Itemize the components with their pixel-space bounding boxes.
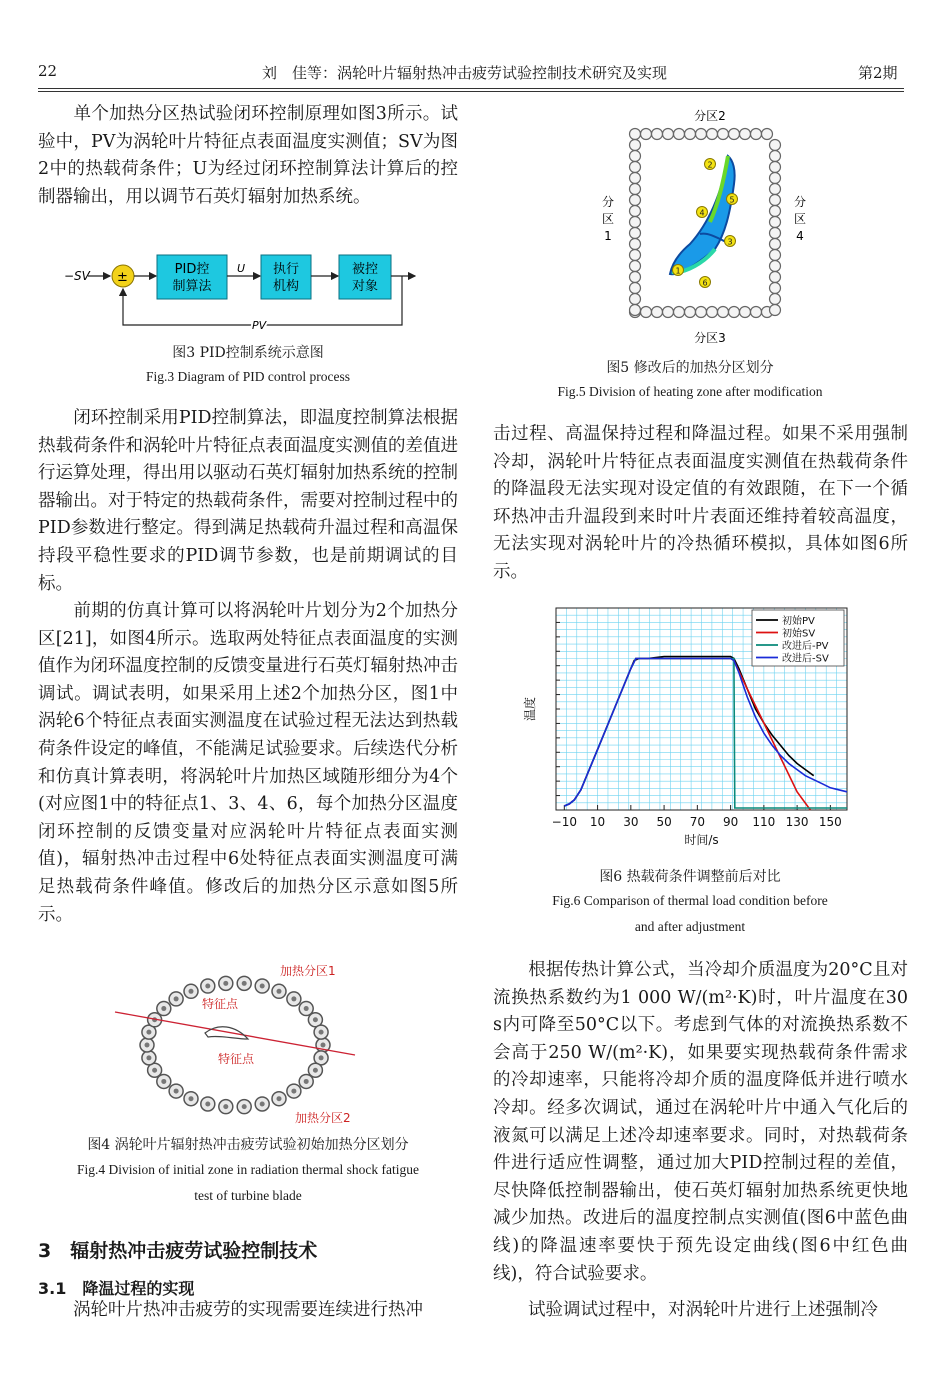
lamp-icon (685, 129, 696, 140)
x-tick-label: 130 (785, 815, 809, 829)
x-tick-label: 70 (689, 815, 705, 829)
zone1-label-3: 1 (604, 229, 612, 243)
paragraph: 涡轮叶片热冲击疲劳的实现需要连续进行热冲 (38, 1300, 423, 1320)
lamp-icon (718, 307, 729, 318)
lamp-icon (630, 217, 641, 228)
lamp-icon (630, 261, 641, 272)
lamp-icon (770, 294, 781, 305)
paragraph: 闭环控制采用PID控制算法，即温度控制算法根据热载荷条件和涡轮叶片特征点表面温度实测值的差值进行运算处理，得出用以驱动石英灯辐射加热系统的控制器输出。对于特定的热载荷条件，需要对控制过程中的PID参数进行整定。得到满足热载荷升温过程和高温保持段平稳性要求的PID调节参数，也是前期调试的目标。 (38, 408, 458, 594)
lamp-icon (740, 307, 751, 318)
issue-number: 第2期 (858, 64, 898, 82)
sv-label: −SV (64, 269, 90, 283)
fig6-caption-en: Fig.6 Comparison of thermal load condition before (552, 893, 828, 908)
paragraph: 试验调试过程中，对涡轮叶片进行上述强制冷 (493, 1300, 878, 1320)
lamp-icon (770, 206, 781, 217)
zone4-label-2: 区 (793, 212, 807, 226)
feature-point-number: 4 (699, 208, 705, 218)
lamp-icon (770, 140, 781, 151)
fig6-caption-en-2: and after adjustment (634, 919, 746, 934)
y-axis-label: 温度 (523, 696, 537, 722)
lamp-icon (770, 261, 781, 272)
lamp-icon (674, 307, 685, 318)
feature-point-label-2: 特征点 (218, 1052, 255, 1066)
lamp-icon (652, 129, 663, 140)
lamp-icon (674, 129, 685, 140)
lamp-icon (770, 162, 781, 173)
x-tick-label: 90 (722, 815, 739, 829)
zone1-label: 加热分区1 (280, 964, 336, 978)
plant-label-2: 对象 (351, 279, 379, 294)
header-rule-2 (38, 91, 904, 92)
lamp-icon (770, 239, 781, 250)
initial-zone-figure (110, 955, 400, 1130)
lamp-icon (630, 173, 641, 184)
lamp-icon (729, 307, 740, 318)
pid-block-label-2: 制算法 (172, 279, 212, 294)
lamp-icon (740, 129, 751, 140)
legend-label: 改进后-PV (782, 641, 829, 652)
subsection-heading: 3.1 降温过程的实现 (38, 1279, 195, 1298)
actuator-label-2: 机构 (272, 279, 300, 294)
zone4-label-3: 4 (796, 229, 804, 243)
lamp-icon (630, 250, 641, 261)
lamp-icon (630, 228, 641, 239)
lamp-icon (652, 307, 663, 318)
pv-label: PV (252, 319, 267, 332)
lamp-icon (630, 239, 641, 250)
zone1-label: 分 (601, 195, 615, 209)
actuator-label: 执行 (272, 262, 300, 277)
lamp-icon (770, 173, 781, 184)
x-tick-label: 10 (589, 815, 606, 829)
lamp-icon (751, 129, 762, 140)
lamp-icon (762, 129, 773, 140)
fig5-caption-cn: 图5 修改后的加热分区划分 (606, 360, 774, 376)
lamp-icon (630, 129, 641, 140)
lamp-icon (630, 184, 641, 195)
zone3-label: 分区3 (694, 331, 726, 345)
pid-diagram (60, 245, 420, 340)
zone1-label-2: 区 (601, 212, 615, 226)
x-axis-label: 时间/s (684, 833, 719, 847)
lamp-icon (770, 217, 781, 228)
x-tick-label: 30 (623, 815, 639, 829)
lamp-icon (707, 307, 718, 318)
lamp-icon (663, 307, 674, 318)
header-rule (38, 88, 904, 89)
lamp-icon (630, 272, 641, 283)
lamp-icon (630, 283, 641, 294)
feature-point-number: 3 (727, 237, 733, 247)
lamp-icon (696, 129, 707, 140)
running-title: 刘 佳等：涡轮叶片辐射热冲击疲劳试验控制技术研究及实现 (262, 64, 668, 82)
feature-point-number: 5 (729, 195, 735, 205)
lamp-icon (630, 195, 641, 206)
feature-point-number: 1 (675, 266, 681, 276)
lamp-icon (696, 307, 707, 318)
lamp-icon (770, 250, 781, 261)
lamp-icon (685, 307, 696, 318)
lamp-icon (770, 228, 781, 239)
legend-label: 初始PV (782, 616, 815, 627)
zone4-label: 分 (793, 195, 807, 209)
x-tick-label: 150 (818, 815, 842, 829)
x-tick-label: 50 (656, 815, 672, 829)
lamp-icon (770, 151, 781, 162)
plant-label: 被控 (351, 262, 379, 277)
lamp-icon (770, 283, 781, 294)
paragraph: 单个加热分区热试验闭环控制原理如图3所示。试验中，PV为涡轮叶片特征点表面温度实测值；SV为图2中的热载荷条件；U为经过闭环控制算法计算后的控制器输出，用以调节石英灯辐射加热系统。 (38, 104, 458, 207)
lamp-icon (630, 140, 641, 151)
zone2-label: 分区2 (694, 109, 726, 123)
x-tick-label: 110 (752, 815, 776, 829)
legend-label: 初始SV (782, 628, 816, 640)
lamp-icon (641, 307, 652, 318)
thermal-load-chart (520, 600, 860, 860)
lamp-icon (770, 272, 781, 283)
lamp-icon (729, 129, 740, 140)
lamp-icon (770, 184, 781, 195)
fig6-caption-cn: 图6 热载荷条件调整前后对比 (599, 869, 781, 885)
fig4-caption-en: Fig.4 Division of initial zone in radiation thermal shock fatigue (77, 1162, 419, 1177)
x-tick-label: −10 (551, 815, 577, 829)
zone2-label: 加热分区2 (295, 1111, 351, 1125)
lamp-icon (630, 294, 641, 305)
lamp-icon (770, 195, 781, 206)
legend-label: 改进后-SV (782, 653, 829, 665)
summing-sign: ± (117, 270, 128, 285)
feature-point-number: 6 (702, 278, 708, 288)
fig3-caption-cn: 图3 PID控制系统示意图 (172, 345, 324, 361)
feature-point-label: 特征点 (202, 997, 239, 1011)
lamp-icon (770, 305, 781, 316)
page-number: 22 (38, 62, 58, 80)
lamp-icon (630, 305, 641, 316)
lamp-icon (751, 307, 762, 318)
lamp-icon (630, 151, 641, 162)
fig4-caption-cn: 图4 涡轮叶片辐射热冲击疲劳试验初始加热分区划分 (87, 1137, 409, 1153)
feature-point-number: 2 (707, 160, 713, 170)
paragraph: 击过程、高温保持过程和降温过程。如果不采用强制冷却，涡轮叶片特征点表面温度实测值在热载荷条件的降温段无法实现对设定值的有效跟随，在下一个循环热冲击升温段到来时叶片表面还维持着较高温度，无法实现对涡轮叶片的冷热循环模拟，具体如图6所示。 (493, 424, 908, 582)
fig3-caption-en: Fig.3 Diagram of PID control process (146, 369, 350, 384)
paragraph: 前期的仿真计算可以将涡轮叶片划分为2个加热分区[21]，如图4所示。选取两处特征点表面温度的实测值作为闭环温度控制的反馈变量进行石英灯辐射热冲击调试。调试表明，如果采用上述2个加热分区，图1中涡轮6个特征点表面实测温度在试验过程无法达到热载荷条件设定的峰值，不能满足试验要求。后续迭代分析和仿真计算表明，将涡轮叶片加热区域随形细分为4个(对应图1中的特征点1、3、4、6，每个加热分区温度闭环控制的反馈变量对应涡轮叶片特征点表面实测值)，辐射热冲击过程中6处特征点表面实测温度可满足热载荷条件峰值。修改后的加热分区示意如图5所示。 (38, 601, 458, 925)
lamp-icon (718, 129, 729, 140)
pid-block-label: PID控 (174, 262, 210, 277)
lamp-icon (630, 206, 641, 217)
lamp-icon (707, 129, 718, 140)
paragraph: 根据传热计算公式，当冷却介质温度为20°C且对流换热系数约为1 000 W/(m²·K)时，叶片温度在30 s内可降至50°C以下。考虑到气体的对流换热系数不会高于250 W/(m²·K)，如果要实现热载荷条件需求的冷却速率，只能将冷却介质的温度降低并进行喷水冷却。经多次调试，通过在涡轮叶片中通入气化后的液氮可以满足上述冷却速率要求。同时，对热载荷条件进行适应性调整，通过加大PID控制过程的差值，尽快降低控制器输出，使石英灯辐射加热系统更快地减少加热。改进后的温度控制点实测值(图6中蓝色曲线)的降温速率要快于预先设定曲线(图6中红色曲线)，符合试验要求。 (493, 960, 908, 1284)
modified-zone-figure (590, 104, 830, 374)
section-heading: 3 辐射热冲击疲劳试验控制技术 (38, 1240, 318, 1262)
u-label: U (237, 262, 246, 275)
lamp-icon (663, 129, 674, 140)
fig5-caption-en: Fig.5 Division of heating zone after modification (557, 384, 823, 399)
lamp-icon (630, 162, 641, 173)
fig4-caption-en-2: test of turbine blade (194, 1188, 302, 1203)
lamp-icon (641, 129, 652, 140)
